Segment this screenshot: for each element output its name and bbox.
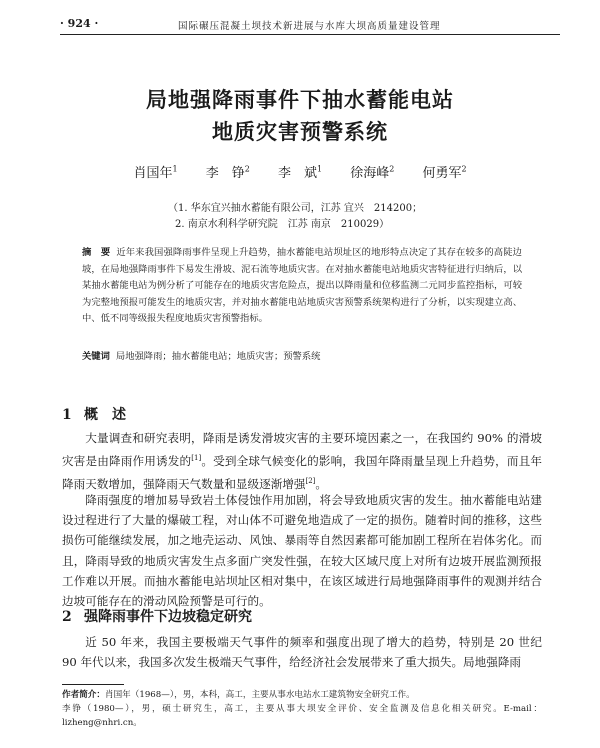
affiliation-2: 2. 南京水利科学研究院 江苏 南京 210029） <box>175 219 390 230</box>
abstract-text: 近年来我国强降雨事件呈现上升趋势，抽水蓄能电站坝址区的地形特点决定了其存在较多的高陡边坡，在局地强降雨事件下易发生滑坡、泥石流等地质灾害。在对抽水蓄能电站地质灾害特征进行归纳后，以某抽水蓄能电站为例分析了可能存在的地质灾害危险点，提出以降雨量和位移监测二元同步监控指标，可较为完整地预报可能发生的地质灾害，并对抽水蓄能电站地质灾害预警系统架构进行了分析，以实现建立高、中、低不同等级报失程度地质灾害预警指标。 <box>82 247 522 324</box>
author-list <box>0 162 600 181</box>
section-1-paragraph-1: 大量调查和研究表明，降雨是诱发滑坡灾害的主要环境因素之一，在我国约 90% 的滑坡灾害是由降雨作用诱发的[1]。受到全球气候变化的影响，我国年降雨量呈现上升趋势，而且年降雨天数增加，强降雨天气数量和显级逐渐增强[2]。 <box>62 431 542 492</box>
citation: [2] <box>305 477 316 486</box>
author: 李 铮$^2$ <box>205 164 250 181</box>
footnote-line-1: 肖国年（1968—），男，本科，高工，主要从事水电站水工建筑物安全研究工作。 <box>104 690 415 700</box>
section-number: 2 <box>62 609 72 625</box>
author: 李 斌$^1$ <box>277 164 323 181</box>
citation: [1] <box>191 454 202 463</box>
footnote-divider <box>62 684 124 685</box>
paper-title-line1: 局地强降雨事件下抽水蓄能电站 <box>146 87 454 112</box>
section-2-paragraph-1: 近 50 年来，我国主要极端天气事件的频率和强度出现了增大的趋势，特别是 20 世纪 90 年代以来，我国多次发生极端天气事件，给经济社会发展带来了重大损失。局地强降雨 <box>62 635 542 670</box>
author: 肖国年$^1$ <box>133 164 178 181</box>
section-1-heading <box>62 404 126 424</box>
paper-title-line2: 地质灾害预警系统 <box>212 119 388 144</box>
section-number: 1 <box>62 407 72 423</box>
affiliation-1: （1. 华东宜兴抽水蓄能有限公司，江苏 宜兴 214200； <box>168 203 423 214</box>
keywords <box>82 348 522 362</box>
abstract <box>82 245 522 328</box>
footnote-label: 作者简介： <box>62 690 105 700</box>
running-header <box>60 14 560 35</box>
running-title: 国际碾压混凝土坝技术新进展与水库大坝高质量建设管理 <box>178 21 441 32</box>
section-title: 强降雨事件下边坡稳定研究 <box>84 609 252 625</box>
abstract-label: 摘 要 <box>82 247 111 258</box>
keywords-text: 局地强降雨；抽水蓄能电站；地质灾害；预警系统 <box>115 351 321 362</box>
author: 何勇军$^2$ <box>422 164 467 181</box>
section-2-heading <box>62 606 252 626</box>
keywords-label: 关键词 <box>82 351 110 362</box>
author: 徐海峰$^2$ <box>350 164 395 181</box>
page-number: · 924 · <box>60 17 99 30</box>
section-title: 概 述 <box>84 407 126 423</box>
author-footnote <box>62 688 542 730</box>
section-1-paragraph-2: 降雨强度的增加易导致岩土体侵蚀作用加剧，将会导致地质灾害的发生。抽水蓄能电站建设过程进行了大量的爆破工程，对山体不可避免地造成了一定的损伤。随着时间的推移，这些损伤可能继续发展，加之地壳运动、风蚀、暴雨等自然因素都可能加剧工程所在岩体劣化。而且，降雨导致的地质灾害发生点多面广突发性强，在较大区域尺度上对所有边坡开展监测预报工作难以开展。而抽水蓄能电站坝址区相对集中，在该区域进行局地强降雨事件的观测并结合边坡可能存在的滑动风险预警是可行的。 <box>62 493 542 609</box>
footnote-line-2: 李铮（1980—），男，硕士研究生，高工，主要从事大坝安全评价、安全监测及信息化相关研究。E-mail：lizheng@nhri.cn。 <box>62 704 542 728</box>
